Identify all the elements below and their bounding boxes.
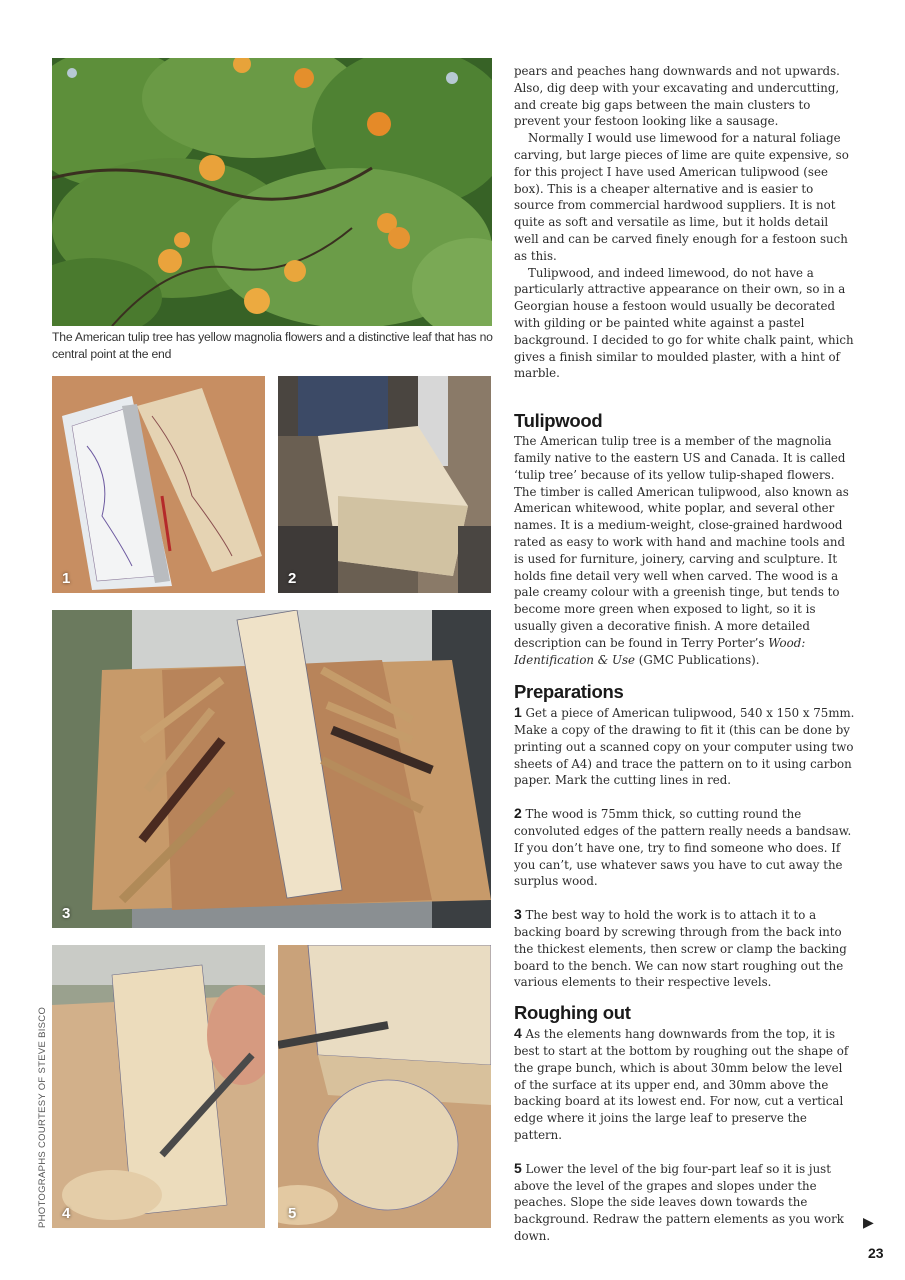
step-2-photo [278,376,491,593]
photo-credit: PHOTOGRAPHS COURTESY OF STEVE BISCO [37,1006,48,1228]
step-number: 1 [514,704,522,721]
preparations-heading: Preparations [514,681,624,703]
photo-caption: The American tulip tree has yellow magnolia flowers and a distinctive leaf that has no central point at the end [52,330,493,361]
step-4-text [514,1025,856,1144]
photo-number: 1 [62,570,71,587]
step-text: Lower the level of the big four-part leaf so it is just above the level of the grapes and slopes under the peaches. Slope the side leaves down towards the background. Redraw the pattern elements as you work down. [514,1161,844,1244]
step-5-text [514,1160,856,1245]
article-column [514,63,856,1245]
tulipwood-paragraph [514,433,856,668]
step-4-photo [52,945,265,1228]
photo-number: 2 [288,570,297,587]
book-title: Wood: Identification & Use [514,635,806,667]
tulipwood-heading: Tulipwood [514,410,603,432]
intro-paragraph: Normally I would use limewood for a natural foliage carving, but large pieces of lime are quite expensive, so for this project I have used American tulipwood (see box). This is a cheaper alternative and is easier to source from commercial hardwood suppliers. It is not quite as soft and versatile as lime, but it holds detail well and can be carved finely enough for a festoon such as this. [514,131,849,263]
continue-arrow-icon: ▶ [863,1215,874,1231]
photo-number: 5 [288,1205,297,1222]
step-1-photo [52,376,265,593]
step-3-text [514,906,856,991]
tulipwood-text: The American tulip tree is a member of the magnolia family native to the eastern US and Canada. It is called ‘tulip tree’ because of its yellow tulip-shaped flowers. The timber is called American tulipwood, also known as American whitewood, white poplar, and several other names. It is a medium-weight, close-grained hardwood rated as easy to work with hand and machine tools and is used for furniture, joinery, carving and sculpture. It holds fine detail very well when carved. The wood is a pale creamy colour with a greenish tinge, but tends to become more green when exposed to light, so it is usually given a decorative finish. A more detailed description can be found in Terry Porter’s [514,434,849,650]
step-number: 3 [514,906,522,923]
step-text: Get a piece of American tulipwood, 540 x 150 x 75mm. Make a copy of the drawing to fit it (this can be done by printing out a scanned copy on your computer using two sheets of A4) and trace the pattern on to it using carbon paper. Mark the cutting lines in red. [514,706,855,788]
step-5-photo [278,945,491,1228]
intro-paragraph: pears and peaches hang downwards and not upwards. Also, dig deep with your excavating and undercutting, and create big gaps between the main clusters to prevent your festoon looking like a sausage. [514,64,840,129]
tulip-tree-photo [52,58,492,326]
step-2-text [514,805,856,890]
step-text: The best way to hold the work is to attach it to a backing board by screwing through from the back into the thickest elements, then screw or clamp the backing board to the bench. We can now start roughing out the various elements to their respective levels. [514,908,847,990]
page-number: 23 [868,1245,884,1261]
step-3-photo [52,610,491,928]
intro-paragraph: Tulipwood, and indeed limewood, do not have a particularly attractive appearance on their own, so in a Georgian house a festoon would usually be decorated with gilding or be painted white against a pastel background. I decided to go for white chalk paint, which gives a finish similar to moulded plaster, with a hint of marble. [514,265,854,381]
step-number: 5 [514,1159,522,1176]
roughing-heading: Roughing out [514,1002,631,1024]
tulipwood-text-end: (GMC Publications). [635,652,760,667]
step-number: 4 [514,1025,522,1042]
photo-number: 4 [62,1205,71,1222]
step-text: The wood is 75mm thick, so cutting round the convoluted edges of the pattern really needs a bandsaw. If you don’t have one, try to find someone who does. If you can’t, use whatever saws you have to cut away the surplus wood. [514,807,852,889]
step-number: 2 [514,805,522,822]
step-text: As the elements hang downwards from the top, it is best to start at the bottom by roughing out the shape of the grape bunch, which is about 30mm below the level of the surface at its upper end, and 30mm above the backing board at its lowest end. For now, cut a vertical edge where it joins the large leaf to preserve the pattern. [514,1027,849,1143]
step-1-text [514,704,856,789]
photo-number: 3 [62,905,71,922]
